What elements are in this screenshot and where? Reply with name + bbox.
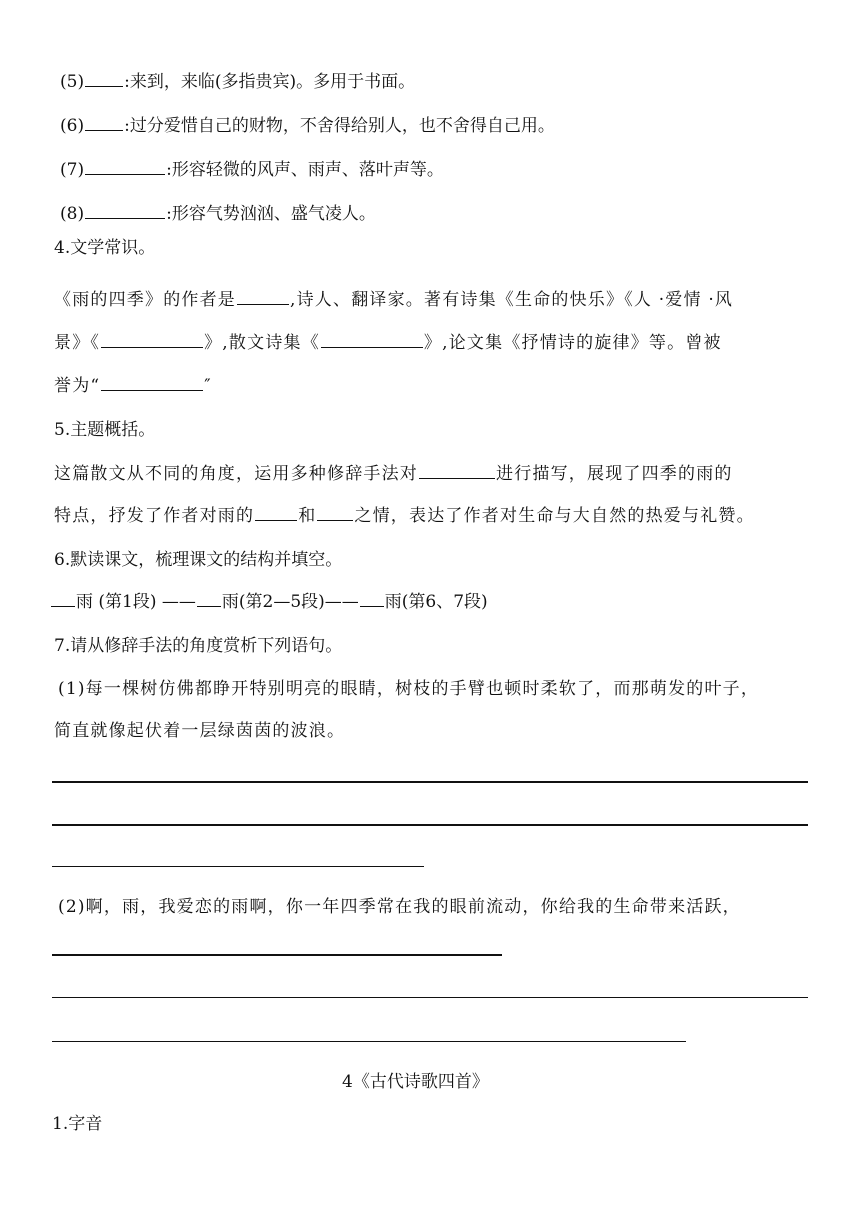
answer-blank[interactable] [360,592,384,607]
q4-line-1: 《雨的四季》的作者是 ,诗人、翻译家。著有诗集《生命的快乐》《人 ·爱情 ·风 [54,290,734,310]
answer-line[interactable] [52,781,808,783]
q4-line-3: 誉为“ ″ [54,376,212,396]
answer-line[interactable] [52,824,808,826]
answer-line[interactable] [52,866,424,867]
vocab-item-6: (6) :过分爱惜自己的财物，不舍得给别人，也不舍得自己用。 [60,116,555,136]
answer-line[interactable] [52,997,808,998]
vocab-item-7: (7) :形容轻微的风声、雨声、落叶声等。 [60,160,444,180]
q4-line-2: 景》《 》,散文诗集《 》,论文集《抒情诗的旋律》等。曾被 [54,333,722,353]
lesson-title: 4《古代诗歌四首》 [342,1072,489,1092]
answer-line[interactable] [52,1041,686,1042]
answer-blank[interactable] [419,464,495,479]
q6-heading: 6.默读课文，梳理课文的结构并填空。 [54,550,343,570]
q6-structure-line: 雨 (第1段) —— 雨(第2—5段)—— 雨(第6、7段) [50,592,488,612]
answer-line[interactable] [52,954,502,956]
lesson-item-1: 1.字音 [52,1114,103,1134]
answer-blank[interactable] [85,204,165,219]
answer-blank[interactable] [101,333,203,348]
answer-blank[interactable] [51,592,75,607]
q7-sentence-2-line-1: (2)啊，雨，我爱恋的雨啊，你一年四季常在我的眼前流动，你给我的生命带来活跃， [58,897,741,917]
q7-sentence-1-line-1: (1)每一棵树仿佛都睁开特别明亮的眼睛，树枝的手臂也顿时柔软了，而那萌发的叶子， [58,679,760,699]
answer-blank[interactable] [317,506,353,521]
answer-blank[interactable] [197,592,221,607]
answer-blank[interactable] [85,160,165,175]
answer-blank[interactable] [101,376,203,391]
answer-blank[interactable] [321,333,423,348]
vocab-item-8: (8) :形容气势汹汹、盛气凌人。 [60,204,376,224]
q7-sentence-1-line-2: 简直就像起伏着一层绿茵茵的波浪。 [54,721,346,741]
answer-blank[interactable] [85,72,123,87]
answer-blank[interactable] [85,116,123,131]
q7-heading: 7.请从修辞手法的角度赏析下列语句。 [54,636,343,656]
q4-heading: 4.文学常识。 [54,238,156,258]
q5-line-1: 这篇散文从不同的角度，运用多种修辞手法对 进行描写，展现了四季的雨的 [54,464,733,484]
vocab-item-5: (5) :来到，来临(多指贵宾)。多用于书面。 [60,72,416,92]
answer-blank[interactable] [237,290,289,305]
q5-line-2: 特点，抒发了作者对雨的 和 之情，表达了作者对生命与大自然的热爱与礼赞。 [54,506,755,526]
q5-heading: 5.主题概括。 [54,420,156,440]
answer-blank[interactable] [255,506,297,521]
